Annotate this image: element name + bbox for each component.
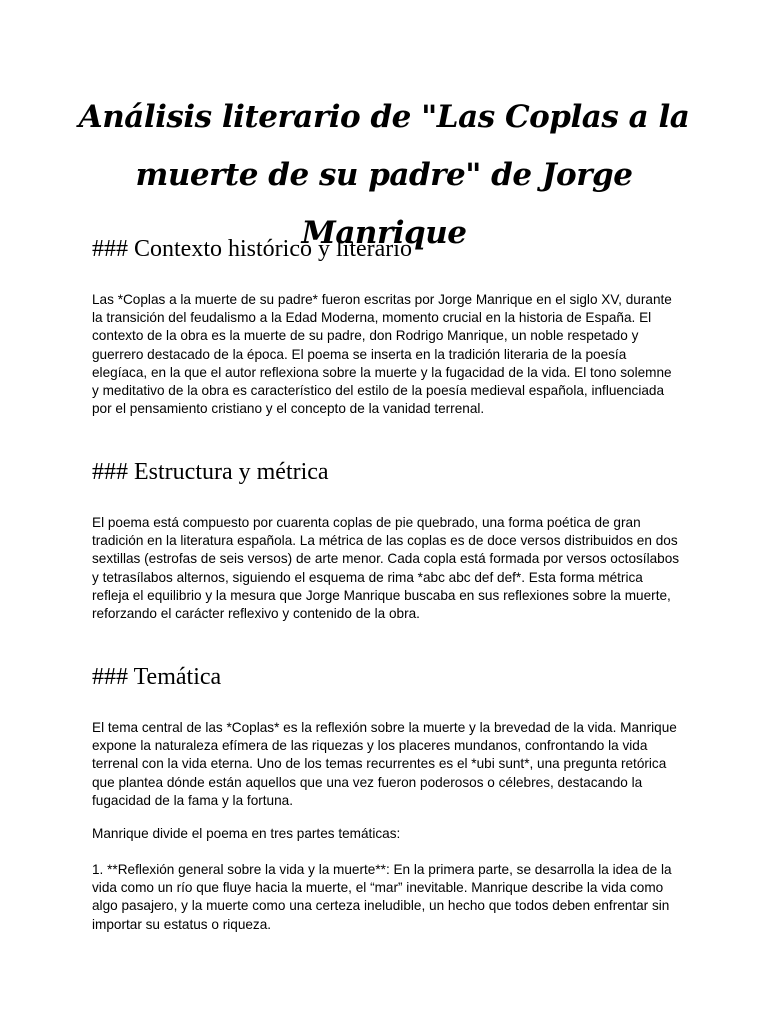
paragraph-themes: El tema central de las *Coplas* es la reflexión sobre la muerte y la brevedad de la vida. Manrique expone la naturaleza efímera de las riquezas y los placeres mundanos, confrontando la vida terrenal con la vida eterna. Uno de los temas recurrentes es el *ubi sunt*, una pregunta retórica que plantea dónde están aquellos que una vez fueron poderosos o célebres, destacando la fugacidad de la fama y la fortuna.: [92, 720, 677, 808]
document-title: Análisis literario de "Las Coplas a la muerte de su padre" de Jorge Manrique: [78, 99, 690, 251]
paragraph-context: Las *Coplas a la muerte de su padre* fueron escritas por Jorge Manrique en el siglo XV, durante la transición del feudalismo a la Edad Moderna, momento crucial en la historia de España. El contexto de la obra es la muerte de su padre, don Rodrigo Manrique, un noble respetado y guerrero destacado de la época. El poema se inserta en la tradición literaria de la poesía elegíaca, en la que el autor reflexiona sobre la muerte y la fugacidad de la vida. El tono solemne y meditativo de la obra es característico del estilo de la poesía medieval española, influenciada por el pensamiento cristiano y el concepto de la vanidad terrenal.: [92, 292, 672, 417]
section-heading-themes: ### Temática: [92, 664, 222, 690]
list-item-reflection: 1. **Reflexión general sobre la vida y la muerte**: En la primera parte, se desarrolla la idea de la vida como un río que fluye hacia la muerte, el “mar” inevitable. Manrique describe la vida como algo pasajero, y la muerte como una certeza ineludible, un hecho que todos deben enfrentar sin importar su estatus o riqueza.: [92, 862, 672, 932]
section-heading-structure: ### Estructura y métrica: [92, 459, 329, 485]
paragraph-themes-division: Manrique divide el poema en tres partes temáticas:: [92, 826, 401, 841]
section-heading-context: ### Contexto histórico y literario: [92, 236, 412, 262]
paragraph-structure: El poema está compuesto por cuarenta coplas de pie quebrado, una forma poética de gran tradición en la literatura española. La métrica de las coplas es de doce versos distribuidos en dos sextillas (estrofas de seis versos) de arte menor. Cada copla está formada por versos octosílabos y tetrasílabos alternos, siguiendo el esquema de rima *abc abc def def*. Esta forma métrica refleja el equilibrio y la mesura que Jorge Manrique buscaba en sus reflexiones sobre la muerte, reforzando el carácter reflexivo y contenido de la obra.: [92, 515, 680, 622]
